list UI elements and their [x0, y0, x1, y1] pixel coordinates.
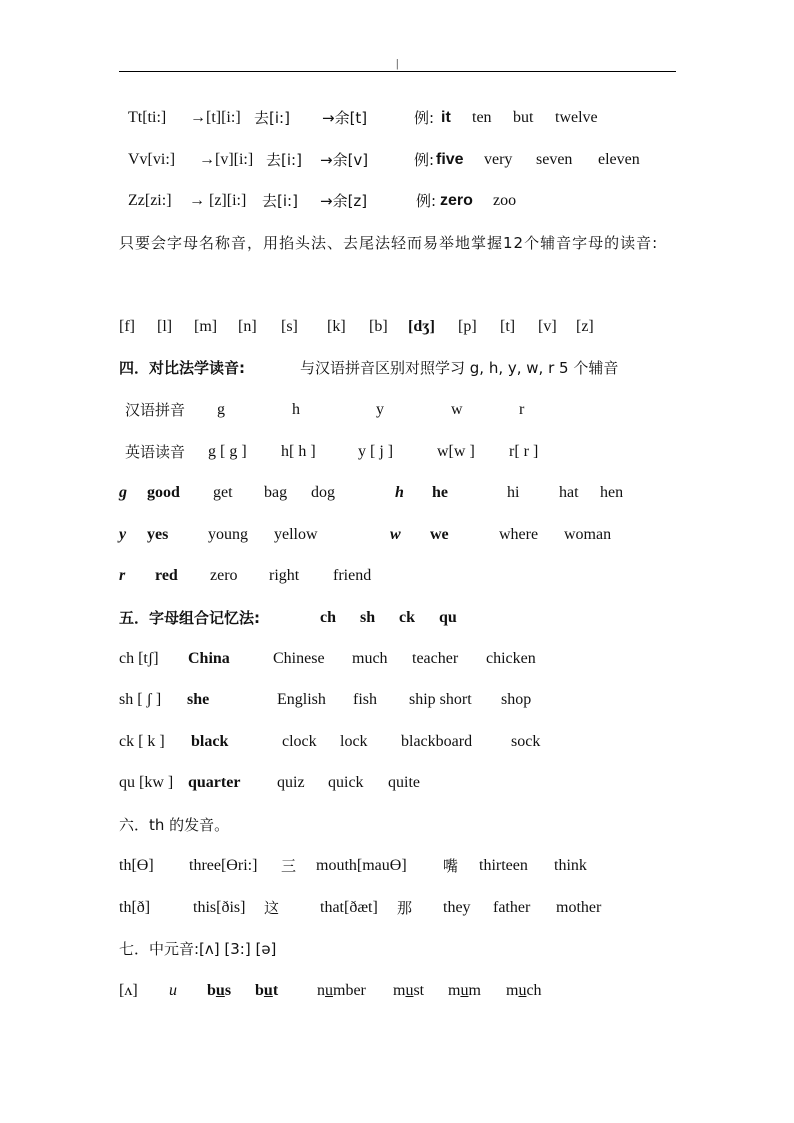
consonant: [p] [458, 318, 477, 335]
example-word: shop [501, 691, 532, 708]
letter-name: Tt[ti:] [128, 109, 167, 126]
example-word: we [430, 526, 449, 543]
letter-remove: 去[i:] [266, 151, 302, 169]
example-letter: g [119, 484, 127, 501]
consonant: [v] [538, 318, 557, 335]
example-word: quiz [277, 774, 305, 791]
combo-phonetic: ck [ k ] [119, 733, 165, 750]
consonant: [dʒ] [408, 318, 435, 335]
example-label: 例: [414, 109, 435, 127]
example-word: right [269, 567, 300, 584]
section-description: 与汉语拼音区别对照学习 g, h, y, w, r 5 个辅音 [300, 359, 619, 377]
letter-remove: 去[i:] [254, 109, 290, 127]
example-word: quarter [188, 774, 241, 791]
phonetic: r[ r ] [509, 443, 539, 460]
consonant: [z] [576, 318, 594, 335]
letter-combo: sh [360, 609, 376, 626]
example-word: ten [472, 109, 492, 126]
example-word: thirteen [479, 857, 528, 874]
phonetic: y [ j ] [358, 443, 394, 460]
letter-remainder: →余[v] [320, 151, 369, 169]
chinese-gloss: 那 [397, 899, 413, 917]
example-word: he [432, 484, 448, 501]
example-word: friend [333, 567, 372, 584]
example-word: zoo [493, 192, 517, 209]
header-mark: | [396, 56, 399, 70]
example-word: it [441, 109, 451, 126]
example-word: quite [388, 774, 420, 791]
letter-combo: ck [399, 609, 415, 626]
example-letter: y [119, 526, 127, 543]
section-title: 四．对比法学读音: [119, 359, 245, 377]
consonant: [l] [157, 318, 173, 335]
pinyin-letter: y [376, 401, 384, 418]
consonant: [b] [369, 318, 388, 335]
example-word: much [506, 982, 542, 999]
example-word: but [513, 109, 534, 126]
letter-combo: ch [320, 609, 336, 626]
letter-remainder: →余[t] [322, 109, 368, 127]
example-word: young [208, 526, 248, 543]
row-label: 英语读音 [125, 443, 186, 461]
example-word: mum [448, 982, 481, 999]
combo-phonetic: ch [tʃ] [119, 650, 159, 667]
letter-split: →[v][i:] [199, 151, 254, 168]
section-title: 七．中元音:[ʌ] [3:] [ə] [119, 940, 277, 958]
example-word: English [277, 691, 326, 708]
combo-phonetic: sh [ ʃ ] [119, 691, 162, 708]
example-word: father [493, 899, 531, 916]
example-word: where [499, 526, 539, 543]
chinese-gloss: 这 [264, 899, 280, 917]
example-word: but [255, 982, 279, 999]
example-letter: r [119, 567, 126, 584]
example-word: yes [147, 526, 169, 543]
letter-name: Vv[vi:] [128, 151, 176, 168]
example-word: woman [564, 526, 612, 543]
example-word: zero [210, 567, 238, 584]
example-word: eleven [598, 151, 640, 168]
section-title: 六．th 的发音。 [119, 816, 230, 834]
example-word: that[ðæt] [320, 899, 378, 916]
example-word: twelve [555, 109, 598, 126]
chinese-gloss: 三 [281, 857, 297, 875]
example-word: yellow [274, 526, 318, 543]
vowel-letter: u [169, 982, 177, 999]
header-rule [119, 71, 676, 72]
example-word: China [188, 650, 230, 667]
example-word: five [436, 151, 464, 168]
pinyin-letter: h [292, 401, 300, 418]
example-label: 例: [414, 151, 435, 169]
example-word: zero [440, 192, 473, 209]
example-word: teacher [412, 650, 459, 667]
pinyin-letter: r [519, 401, 525, 418]
example-word: bag [264, 484, 288, 501]
example-word: mouth[mauƟ] [316, 857, 407, 874]
phonetic: g [ g ] [208, 443, 247, 460]
example-word: three[Ɵri:] [189, 857, 258, 874]
example-word: clock [282, 733, 317, 750]
example-word: hen [600, 484, 624, 501]
consonant: [s] [281, 318, 298, 335]
consonant: [m] [194, 318, 218, 335]
letter-remainder: →余[z] [320, 192, 368, 210]
example-word: get [213, 484, 233, 501]
example-word: dog [311, 484, 335, 501]
example-word: chicken [486, 650, 536, 667]
example-word: she [187, 691, 210, 708]
th-phonetic: th[Ɵ] [119, 857, 154, 874]
example-word: blackboard [401, 733, 473, 750]
example-letter: h [395, 484, 404, 501]
example-word: mother [556, 899, 602, 916]
intro-paragraph: 只要会字母名称音，用掐头法、去尾法轻而易举地掌握12个辅音字母的读音: [119, 234, 659, 252]
phonetic: w[w ] [437, 443, 475, 460]
letter-name: Zz[zi:] [128, 192, 172, 209]
example-letter: w [390, 526, 401, 543]
phonetic: h[ h ] [281, 443, 316, 460]
example-word: sock [511, 733, 541, 750]
example-word: lock [340, 733, 368, 750]
section-title: 五．字母组合记忆法: [119, 609, 260, 627]
example-word: seven [536, 151, 573, 168]
example-word: must [393, 982, 425, 999]
consonant: [t] [500, 318, 516, 335]
example-word: they [443, 899, 471, 916]
chinese-gloss: 嘴 [443, 857, 459, 875]
example-word: bus [207, 982, 232, 999]
example-word: black [191, 733, 229, 750]
row-label: 汉语拼音 [125, 401, 186, 419]
example-word: much [352, 650, 388, 667]
consonant: [k] [327, 318, 346, 335]
letter-combo: qu [439, 609, 457, 626]
example-word: think [554, 857, 587, 874]
example-word: this[ðis] [193, 899, 246, 916]
th-phonetic: th[ð] [119, 899, 151, 916]
example-word: very [484, 151, 513, 168]
combo-phonetic: qu [kw ] [119, 774, 174, 791]
example-word: number [317, 982, 366, 999]
letter-split: →[t][i:] [190, 109, 241, 126]
example-word: quick [328, 774, 364, 791]
pinyin-letter: w [451, 401, 463, 418]
example-word: Chinese [273, 650, 325, 667]
consonant: [n] [238, 318, 257, 335]
example-word: ship short [409, 691, 472, 708]
pinyin-letter: g [217, 401, 225, 418]
example-label: 例: [416, 192, 437, 210]
letter-remove: 去[i:] [262, 192, 298, 210]
example-word: hi [507, 484, 520, 501]
example-word: good [147, 484, 180, 501]
consonant: [f] [119, 318, 135, 335]
example-word: hat [559, 484, 579, 501]
vowel-phonetic: [ʌ] [119, 982, 138, 999]
example-word: red [155, 567, 178, 584]
example-word: fish [353, 691, 377, 708]
letter-split: → [z][i:] [189, 192, 247, 209]
